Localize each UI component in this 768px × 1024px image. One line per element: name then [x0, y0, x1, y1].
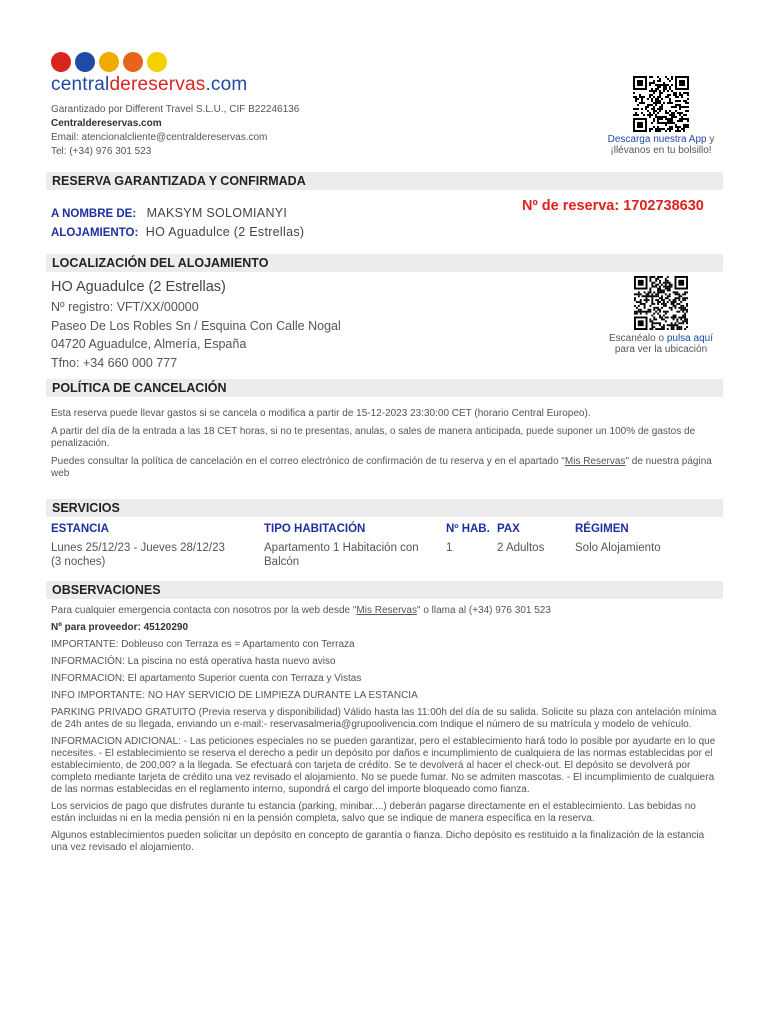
- logo-part: dereservas: [109, 74, 206, 95]
- section-bar-observaciones: OBSERVACIONES: [46, 581, 723, 599]
- lodging-value: HO Aguadulce (2 Estrellas): [145, 225, 305, 239]
- reservation-number: Nº de reserva: 1702738630: [522, 198, 704, 214]
- obs-item: INFO IMPORTANTE: NO HAY SERVICIO DE LIMPIEZA DURANTE LA ESTANCIA: [51, 690, 418, 701]
- col-header-regimen: RÉGIMEN: [575, 523, 629, 535]
- mis-reservas-link[interactable]: Mis Reservas: [356, 605, 417, 616]
- booking-lodging-row: [51, 223, 304, 241]
- app-download-link[interactable]: Descarga nuestra App: [607, 134, 707, 145]
- location-qr-code[interactable]: [634, 276, 688, 330]
- logo-part: central: [51, 74, 110, 95]
- app-suffix: y: [706, 134, 715, 145]
- name-label: A NOMBRE DE:: [51, 208, 137, 220]
- obs-item: INFORMACION: El apartamento Superior cuenta con Terraza y Vistas: [51, 673, 362, 684]
- logo-ball: [123, 52, 143, 72]
- obs-item: Los servicios de pago que disfrutes durante tu estancia (parking, minibar....) deberán pagarse directamente en el establecimiento. Las bebidas no están incluidas ni en la media pensión ni en la pensión completa, salvo que se indique de manera específica en la reserva.: [51, 801, 696, 824]
- hotel-address-line1: Paseo De Los Robles Sn / Esquina Con Calle Nogal: [51, 318, 341, 333]
- obs-item: IMPORTANTE: Dobleuso con Terraza es = Apartamento con Terraza: [51, 639, 355, 650]
- obs-item: INFORMACIÓN: La piscina no está operativa hasta nuevo aviso: [51, 656, 336, 667]
- location-caption-text: Escanéalo o: [609, 333, 667, 344]
- company-site: Centraldereservas.com: [51, 118, 162, 129]
- col-header-tipo: TIPO HABITACIÓN: [264, 523, 366, 535]
- cell-tipo: Apartamento 1 Habitación con Balcón: [264, 542, 419, 568]
- cell-hab: 1: [446, 542, 453, 554]
- col-header-estancia: ESTANCIA: [51, 523, 109, 535]
- section-bar-localizacion: LOCALIZACIÓN DEL ALOJAMIENTO: [46, 254, 723, 272]
- hotel-phone: Tfno: +34 660 000 777: [51, 355, 178, 370]
- cell-regimen: Solo Alojamiento: [575, 542, 661, 554]
- col-header-hab: Nº HAB.: [446, 523, 490, 535]
- hotel-title: HO Aguadulce (2 Estrellas): [51, 279, 226, 295]
- hotel-registro: Nº registro: VFT/XX/00000: [51, 300, 199, 314]
- obs-emergency-text: Para cualquier emergencia contacta con nosotros por la web desde ": [51, 605, 357, 616]
- location-caption: [595, 333, 727, 355]
- logo-text: [51, 74, 247, 96]
- logo-ball: [75, 52, 95, 72]
- location-link[interactable]: pulsa aquí: [666, 333, 713, 344]
- location-caption-line2: para ver la ubicación: [614, 344, 708, 355]
- logo-ball: [51, 52, 71, 72]
- obs-item: PARKING PRIVADO GRATUITO (Previa reserva y disponibilidad) Válido hasta las 11:00h del día de su salida. Solicite su plaza con antelación mínima de 24h antes de su llegada, enviando un e-mail:- reservasalmeria@grupoolivencia.com Indique el número de su matrícula y modelo de vehículo.: [51, 707, 717, 730]
- section-bar-reserva: RESERVA GARANTIZADA Y CONFIRMADA: [46, 172, 723, 190]
- hotel-details: [51, 298, 341, 372]
- obs-emergency-text: " o llama al (+34) 976 301 523: [416, 605, 551, 616]
- col-header-pax: PAX: [497, 523, 520, 535]
- cell-pax: 2 Adultos: [497, 542, 545, 554]
- section-bar-servicios: SERVICIOS: [46, 499, 723, 517]
- logo-part: .com: [205, 74, 248, 95]
- cell-estancia: Lunes 25/12/23 - Jueves 28/12/23 (3 noches): [51, 542, 225, 568]
- mis-reservas-link[interactable]: Mis Reservas: [564, 456, 626, 467]
- cancellation-p3-text: " de nuestra página web: [51, 456, 712, 479]
- company-guarantee: Garantizado por Different Travel S.L.U., CIF B22246136: [51, 104, 300, 115]
- app-qr-code[interactable]: [633, 76, 689, 132]
- cancellation-policy: [51, 408, 723, 480]
- cancellation-p2: A partir del día de la entrada a las 18 CET horas, si no te presentas, anulas, o sales de manera anticipada, puede suponer un 100% de gastos de penalización.: [51, 426, 696, 449]
- name-value: MAKSYM SOLOMIANYI: [146, 206, 288, 220]
- company-phone: Tel: (+34) 976 301 523: [51, 146, 152, 157]
- app-tagline: ¡llévanos en tu bolsillo!: [610, 145, 712, 156]
- company-info: [51, 103, 299, 159]
- company-email: Email: atencionalcliente@centraldereservas.com: [51, 132, 268, 143]
- cancellation-p3-text: Puedes consultar la política de cancelación en el correo electrónico de confirmación de tu reserva y en el apartado ": [51, 456, 565, 467]
- cancellation-p3: [51, 456, 723, 480]
- app-caption: [595, 134, 727, 156]
- logo-ball: [147, 52, 167, 72]
- observations: [51, 605, 723, 859]
- booking-name-row: [51, 204, 287, 222]
- obs-item: Algunos establecimientos pueden solicitar un depósito en concepto de garantía o fianza. Dicho depósito es restituido a la finalización de la estancia una vez revisado el alojamiento.: [51, 830, 705, 853]
- cancellation-p1: Esta reserva puede llevar gastos si se cancela o modifica a partir de 15-12-2023 23:30:00 CET (horario Central Europeo).: [51, 408, 591, 419]
- obs-item: INFORMACION ADICIONAL: - Las peticiones especiales no se pueden garantizar, pero el establecimiento hará todo lo posible por ayudarte en lo que necesites. - El establecimiento se reserva el derecho a pedir un depósito por daños e incumplimiento de cualquiera de las normas establecidas por el establecimiento, de 200,00? a la llegada. Se efectuará con tarjeta de crédito. Se te devolverá al hacer el check-out. El depósito se devolverá por completo mediante tarjeta de crédito una vez revisado el alojamiento. No se puede fumar. No se admiten mascotas. - El incumplimiento de cualquiera de las normas establecidas en el reglamento interno, supondrá el cargo del importe bloqueado como fianza.: [51, 736, 716, 795]
- logo-balls: [51, 52, 266, 74]
- obs-emergency: [51, 605, 723, 617]
- hotel-address-line2: 04720 Aguadulce, Almería, España: [51, 337, 247, 352]
- lodging-label: ALOJAMIENTO:: [51, 227, 139, 239]
- logo-ball: [99, 52, 119, 72]
- section-bar-cancelacion: POLÍTICA DE CANCELACIÓN: [46, 379, 723, 397]
- obs-proveedor: Nº para proveedor: 45120290: [51, 622, 189, 633]
